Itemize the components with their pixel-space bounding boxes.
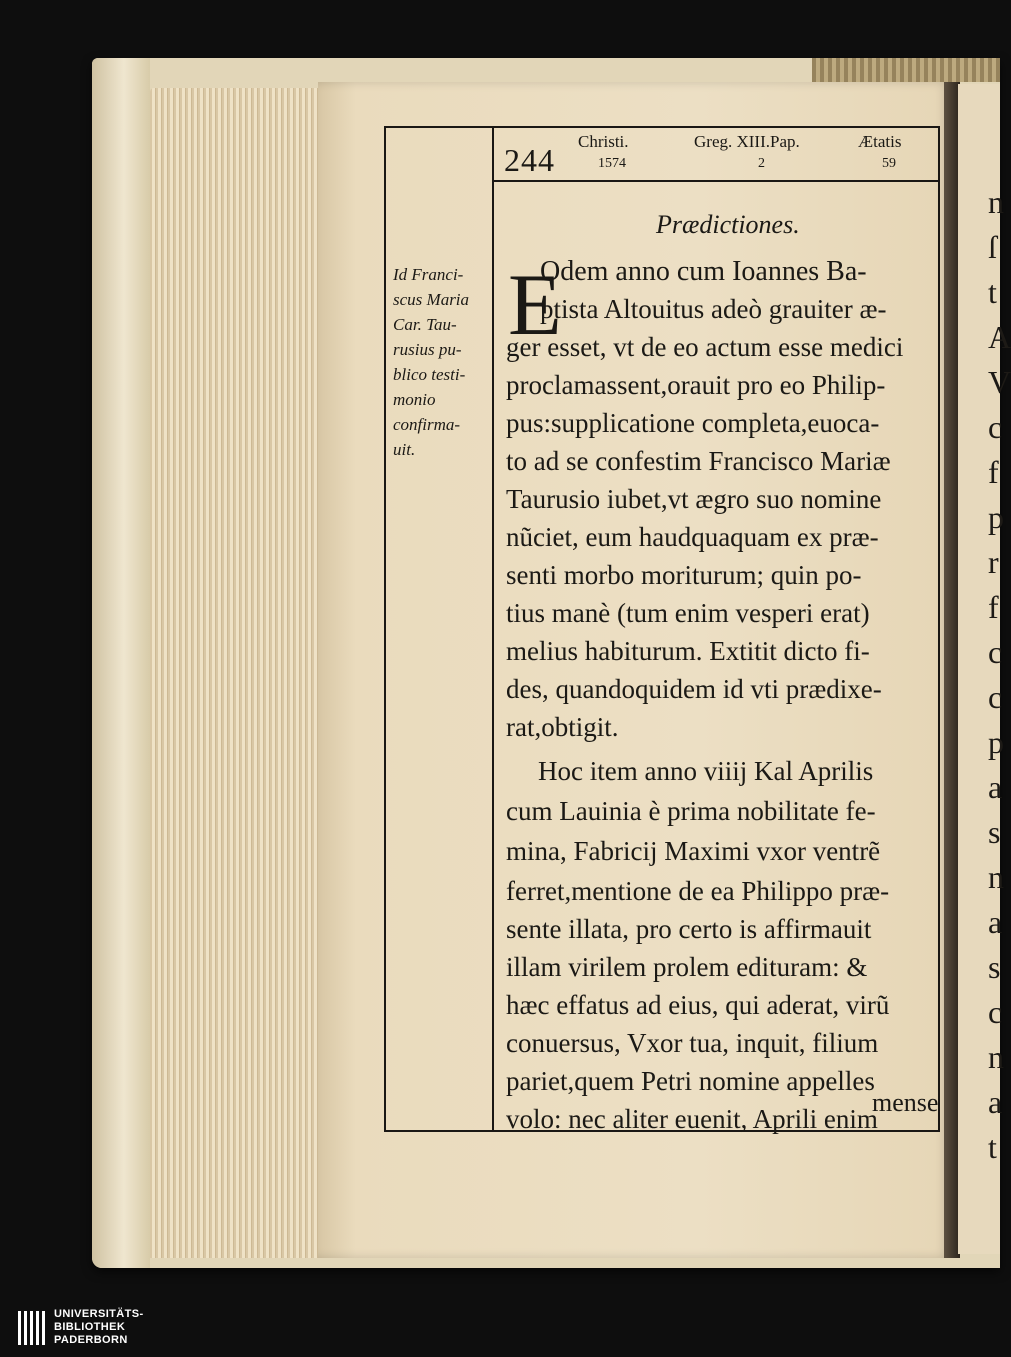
facing-page-letter: n [988, 184, 1004, 220]
text-line: melius habiturum. Extitit dicto fi- [506, 636, 870, 666]
section-title: Prædictiones. [656, 210, 800, 239]
library-name-line2: BIBLIOTHEK [54, 1321, 126, 1333]
margin-note-line: uit. [393, 440, 416, 459]
header-age-label: Ætatis [858, 132, 902, 151]
text-line: ger esset, vt de eo actum esse medici [506, 332, 904, 362]
facing-page-letter: c [988, 409, 1003, 445]
facing-page-letter: p [988, 724, 1004, 760]
facing-page-letter: V [988, 364, 1011, 400]
facing-page-letter: a [988, 769, 1003, 805]
library-logo-icon [18, 1311, 46, 1345]
text-line: ferret,mentione de ea Philippo præ- [506, 876, 890, 906]
text-line: nũciet, eum haudquaquam ex præ- [506, 522, 879, 552]
facing-page-letter: a [988, 1084, 1003, 1120]
text-line: pariet,quem Petri nomine appelles [506, 1066, 875, 1096]
margin-divider-rule [492, 126, 494, 1132]
text-line: mina, Fabricij Maximi vxor ventrẽ [506, 836, 881, 866]
facing-page-letter: n [988, 859, 1004, 895]
margin-note-line: monio [393, 390, 436, 409]
margin-note-line: blico testi- [393, 365, 466, 384]
text-line: volo: nec aliter euenit, Aprili enim [506, 1104, 878, 1134]
library-name-line3: PADERBORN [54, 1334, 128, 1346]
facing-page-letter: c [988, 994, 1003, 1030]
facing-page-letter: r [988, 544, 999, 580]
frame-top-rule [384, 126, 940, 128]
text-line: pus:supplicatione completa,euoca- [506, 408, 880, 438]
text-line: proclamassent,orauit pro eo Philip- [506, 370, 886, 400]
text-line: conuersus, Vxor tua, inquit, filium [506, 1028, 879, 1058]
frame-left-rule [384, 126, 386, 1132]
facing-page-letter: s [988, 814, 1001, 850]
margin-note-line: Id Franci- [393, 265, 464, 284]
text-line: illam virilem prolem edituram: & [506, 952, 868, 982]
margin-note-line: rusius pu- [393, 340, 462, 359]
page-number: 244 [504, 142, 555, 178]
library-name-line1: UNIVERSITÄTS- [54, 1308, 144, 1320]
facing-page-letter: n [988, 1039, 1004, 1075]
facing-page-edge [958, 84, 1011, 1254]
text-line: tius manè (tum enim vesperi erat) [506, 598, 870, 628]
facing-page-letter: f [988, 454, 999, 490]
header-christi-year: 1574 [598, 156, 626, 171]
text-line: rat,obtigit. [506, 712, 619, 742]
text-line: sente illata, pro certo is affirmauit [506, 914, 872, 944]
text-line: des, quandoquidem id vti prædixe- [506, 674, 882, 704]
binding-spine [92, 58, 150, 1268]
facing-page-letter: t [988, 274, 997, 310]
text-line: Taurusio iubet,vt ægro suo nomine [506, 484, 882, 514]
text-line: cum Lauinia è prima nobilitate fe- [506, 796, 876, 826]
facing-page-letter: a [988, 904, 1003, 940]
text-line: senti morbo moriturum; quin po- [506, 560, 862, 590]
headband [812, 58, 1000, 82]
page-edges [150, 88, 322, 1258]
facing-page-letter: f [988, 589, 999, 625]
header-underline [492, 180, 940, 182]
header-pope-year: 2 [758, 156, 765, 171]
library-logo-text [54, 1308, 144, 1347]
margin-note-line: scus Maria [393, 290, 470, 309]
text-line: Hoc item anno viiij Kal Aprilis [538, 756, 874, 786]
header-age-value: 59 [882, 156, 896, 171]
header-christi-label: Christi. [578, 132, 629, 151]
text-line: hæc effatus ad eius, qui aderat, virũ [506, 990, 890, 1020]
margin-note-line: confirma- [393, 415, 461, 434]
facing-page-letter: t [988, 1129, 997, 1165]
text-line: Odem anno cum Ioannes Ba- [540, 256, 867, 287]
margin-note [393, 262, 489, 462]
frame-right-rule [938, 126, 940, 1132]
drop-cap: E [508, 257, 562, 354]
facing-page-letter: p [988, 499, 1004, 535]
facing-page-letter: c [988, 679, 1003, 715]
text-line: ptista Altouitus adeò grauiter æ- [540, 294, 887, 324]
facing-page-letter: c [988, 634, 1003, 670]
facing-page-letter: ſ [988, 229, 997, 265]
facing-page-letter: A [988, 319, 1011, 355]
text-line: to ad se confestim Francisco Mariæ [506, 446, 891, 476]
facing-page-letter: s [988, 949, 1001, 985]
catchword: mense [872, 1088, 939, 1117]
header-pope-label: Greg. XIII.Pap. [694, 132, 800, 151]
margin-note-line: Car. Tau- [393, 315, 457, 334]
